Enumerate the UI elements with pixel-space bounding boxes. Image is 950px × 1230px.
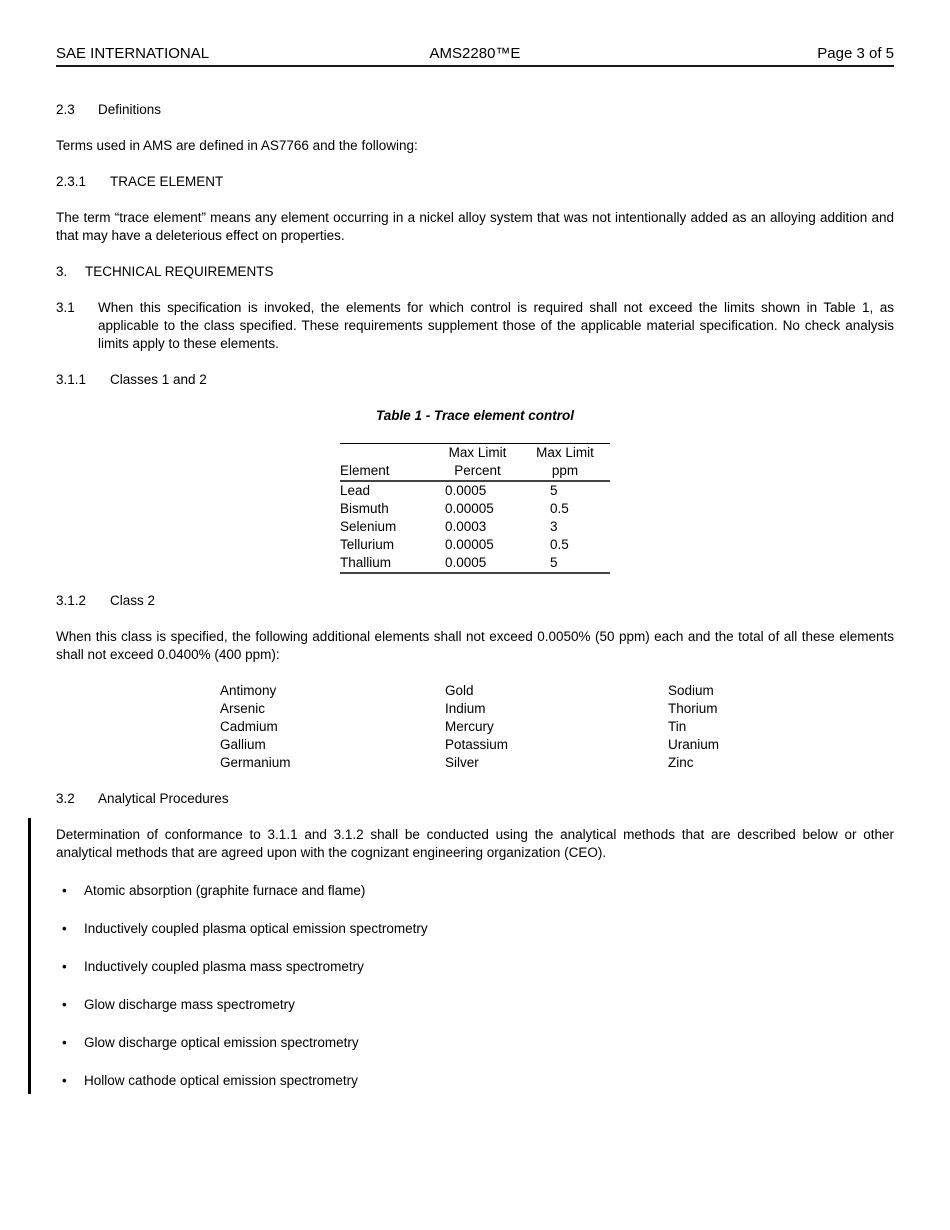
list-item: • Inductively coupled plasma optical emission spectrometry (56, 920, 894, 938)
percent-cell: 0.00005 (445, 501, 494, 516)
column-header-ppm-line2: ppm (520, 462, 610, 481)
trace-element-table (340, 443, 610, 574)
table-header-row (340, 462, 610, 481)
element-cell: Thallium (340, 555, 392, 570)
element-name: Zinc (668, 755, 694, 770)
element-name: Gallium (220, 737, 266, 752)
section-title: Definitions (98, 102, 162, 117)
paragraph-class2: When this class is specified, the following additional elements shall not exceed 0.0050% (50 ppm) each and the total of all these elements shall not exceed 0.0400% (400 ppm): (56, 629, 894, 662)
list-item: • Inductively coupled plasma mass spectrometry (56, 958, 894, 976)
section-heading-3-2 (56, 790, 894, 808)
element-name: Antimony (220, 683, 277, 698)
table-1-caption: Table 1 - Trace element control (375, 408, 575, 423)
element-name: Uranium (668, 737, 720, 752)
element-name: Germanium (220, 755, 291, 770)
section-title: Analytical Procedures (98, 791, 229, 806)
section-heading-3-1-1 (56, 371, 894, 389)
paragraph-determination: Determination of conformance to 3.1.1 and 3.1.2 shall be conducted using the analytical methods that are described below or other analytical methods that are agreed upon with the cognizant engineering organization (CEO). (56, 827, 894, 860)
section-number: 2.3.1 (56, 174, 87, 189)
element-name: Cadmium (220, 719, 278, 734)
element-column-1 (220, 682, 445, 772)
column-header-percent-line1: Max Limit (448, 445, 507, 460)
ppm-cell: 5 (550, 555, 558, 570)
column-header-element: Element (340, 462, 435, 481)
revision-change-bar (28, 818, 31, 1094)
table-row (340, 518, 610, 536)
section-title: TECHNICAL REQUIREMENTS (85, 264, 274, 279)
element-name: Thorium (668, 701, 718, 716)
section-number: 3.1.1 (56, 372, 87, 387)
ppm-cell: 0.5 (550, 501, 569, 516)
list-item: • Glow discharge optical emission spectrometry (56, 1034, 894, 1052)
table-row (340, 481, 610, 500)
column-header-ppm-line1: Max Limit (536, 445, 594, 460)
additional-elements-list (220, 682, 894, 772)
list-item: • Atomic absorption (graphite furnace and flame) (56, 882, 894, 900)
section-heading-2-3 (56, 101, 894, 119)
header-organization: SAE INTERNATIONAL (56, 45, 210, 62)
list-item: • Hollow cathode optical emission spectrometry (56, 1072, 894, 1090)
header-document-number: AMS2280™E (429, 45, 521, 62)
section-heading-3-1-2 (56, 592, 894, 610)
element-cell: Bismuth (340, 501, 389, 516)
section-number: 3.1.2 (56, 593, 87, 608)
percent-cell: 0.0005 (445, 555, 487, 570)
ppm-cell: 0.5 (550, 537, 569, 552)
element-column-3 (668, 682, 719, 772)
element-name: Sodium (668, 683, 714, 698)
paragraph-trace-element: The term “trace element” means any element occurring in a nickel alloy system that was not intentionally added as an alloying addition and that may have a deleterious effect on properties. (56, 210, 894, 243)
list-item: • Glow discharge mass spectrometry (56, 996, 894, 1014)
element-name: Silver (445, 755, 479, 770)
element-cell: Selenium (340, 519, 397, 534)
header-spacer (340, 444, 435, 463)
ppm-cell: 3 (550, 519, 558, 534)
header-page-number: Page 3 of 5 (817, 45, 894, 62)
element-name: Gold (445, 683, 474, 698)
section-heading-3 (56, 263, 894, 281)
analytical-methods-list (56, 882, 894, 1090)
ppm-cell: 5 (550, 483, 558, 498)
percent-cell: 0.0003 (445, 519, 487, 534)
section-title: Classes 1 and 2 (110, 372, 207, 387)
element-cell: Lead (340, 483, 371, 498)
element-name: Tin (668, 719, 687, 734)
section-title: TRACE ELEMENT (110, 174, 224, 189)
section-3-1 (56, 299, 894, 353)
section-number: 2.3 (56, 102, 75, 117)
section-number: 3. (56, 264, 68, 279)
section-heading-2-3-1 (56, 173, 894, 191)
page-body (56, 101, 894, 1090)
page-header (56, 45, 894, 67)
section-title: Class 2 (110, 593, 156, 608)
section-number: 3.1 (56, 300, 75, 315)
table-header-row (340, 444, 610, 463)
element-column-2 (445, 682, 668, 772)
table-row (340, 554, 610, 573)
table-row (340, 500, 610, 518)
percent-cell: 0.00005 (445, 537, 494, 552)
section-text: When this specification is invoked, the elements for which control is required shall not exceed the limits shown in Table 1, as applicable to the class specified. These requirements supplement those of the applicable material specification. No check analysis limits apply to these elements. (98, 300, 894, 351)
percent-cell: 0.0005 (445, 483, 487, 498)
paragraph-terms: Terms used in AMS are defined in AS7766 and the following: (56, 138, 418, 153)
element-name: Mercury (445, 719, 494, 734)
element-name: Arsenic (220, 701, 266, 716)
element-cell: Tellurium (340, 537, 395, 552)
element-name: Potassium (445, 737, 509, 752)
column-header-percent-line2: Percent (435, 462, 520, 481)
section-number: 3.2 (56, 791, 75, 806)
element-name: Indium (445, 701, 486, 716)
table-row (340, 536, 610, 554)
